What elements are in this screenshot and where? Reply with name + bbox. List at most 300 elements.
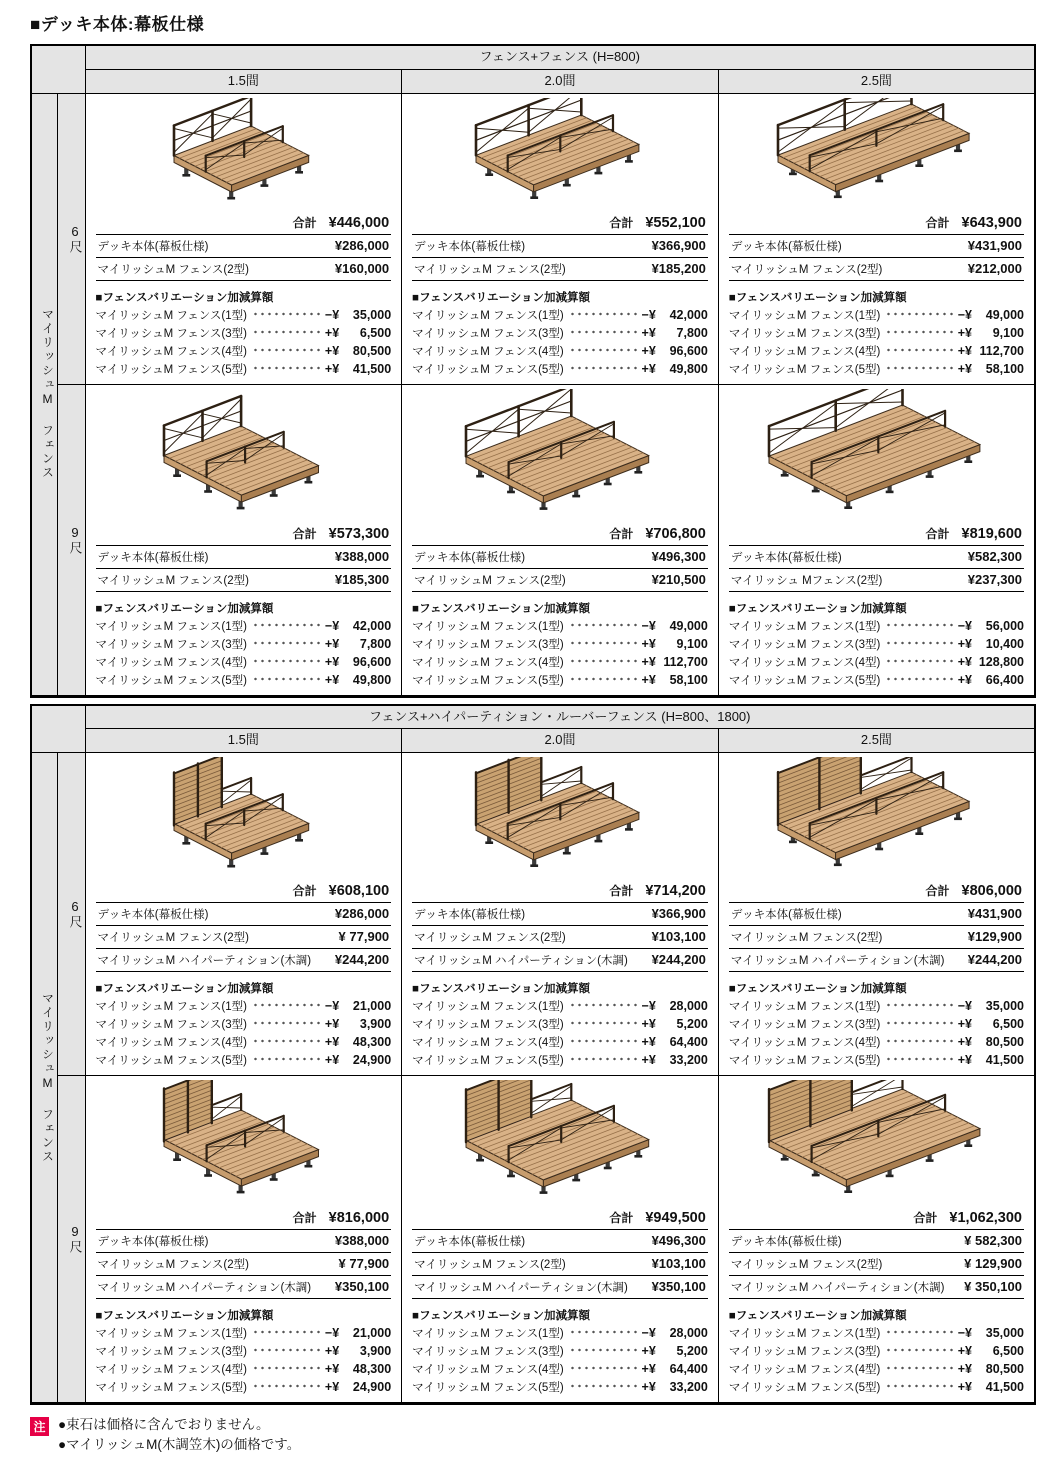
variation-amount: 80,500 bbox=[985, 1362, 1024, 1376]
item-price: ¥388,000 bbox=[334, 1233, 390, 1248]
variation-header: ■フェンスバリエーション加減算額 bbox=[95, 983, 274, 995]
variation-row bbox=[96, 1051, 392, 1069]
item-row bbox=[412, 1276, 708, 1299]
deck-illustration bbox=[96, 389, 392, 523]
total-price: ¥573,300 bbox=[328, 525, 390, 542]
variation-row bbox=[729, 324, 1024, 342]
variation-label: マイリッシュM フェンス(3型) bbox=[412, 327, 564, 340]
variation-row bbox=[729, 1015, 1024, 1033]
variation-amount: 42,000 bbox=[352, 618, 392, 633]
variation-amount: 64,400 bbox=[669, 1035, 708, 1049]
item-price: ¥160,000 bbox=[334, 260, 390, 276]
variation-label: マイリッシュM フェンス(5型) bbox=[728, 363, 881, 376]
total-price: ¥446,000 bbox=[328, 214, 390, 231]
variation-label: マイリッシュM フェンス(4型) bbox=[95, 1364, 247, 1376]
item-price: ¥185,200 bbox=[651, 260, 706, 276]
variation-sign: +¥ bbox=[324, 1053, 340, 1067]
row-label-1: 9尺 bbox=[57, 1076, 85, 1404]
note-line: ●束石は価格に含んでおりません。 bbox=[58, 1417, 270, 1432]
variation-row bbox=[729, 653, 1024, 671]
leader-dots bbox=[569, 1000, 637, 1010]
variation-label: マイリッシュM フェンス(1型) bbox=[95, 620, 247, 633]
item-label: マイリッシュM ハイパーティション(木調) bbox=[97, 1282, 312, 1294]
variation-row bbox=[412, 653, 708, 671]
variation-sign: −¥ bbox=[641, 999, 656, 1013]
variation-sign: +¥ bbox=[324, 325, 340, 340]
variation-label: マイリッシュM フェンス(1型) bbox=[728, 620, 881, 633]
variation-sign: +¥ bbox=[641, 654, 656, 669]
variation-amount: 96,600 bbox=[669, 343, 708, 358]
total-label: 合計 bbox=[292, 215, 317, 230]
total-row bbox=[412, 523, 708, 546]
total-row bbox=[412, 880, 708, 903]
item-label: マイリッシュM フェンス(2型) bbox=[97, 574, 249, 587]
variation-row bbox=[96, 342, 392, 360]
variation-label: マイリッシュM フェンス(1型) bbox=[728, 1328, 881, 1340]
total-label: 合計 bbox=[925, 884, 950, 898]
variation-row bbox=[96, 635, 392, 653]
variation-amount: 35,000 bbox=[985, 1326, 1024, 1340]
leader-dots bbox=[569, 620, 637, 630]
item-price: ¥388,000 bbox=[334, 548, 390, 564]
item-row bbox=[412, 546, 708, 569]
variation-amount: 49,800 bbox=[352, 672, 392, 687]
item-label: マイリッシュM ハイパーティション(木調) bbox=[414, 955, 628, 967]
leader-dots bbox=[569, 1036, 637, 1046]
corner-cell bbox=[31, 45, 85, 93]
leader-dots bbox=[885, 1054, 952, 1064]
variation-label: マイリッシュM フェンス(5型) bbox=[95, 363, 247, 376]
variation-label: マイリッシュM フェンス(4型) bbox=[95, 656, 247, 669]
variation-row bbox=[96, 324, 392, 342]
item-price: ¥244,200 bbox=[967, 952, 1022, 967]
variation-sign: +¥ bbox=[957, 325, 972, 340]
item-price: ¥366,900 bbox=[651, 906, 706, 921]
row-label-1: 9尺 bbox=[57, 384, 85, 696]
variation-amount: 6,500 bbox=[992, 1344, 1024, 1358]
leader-dots bbox=[252, 345, 320, 355]
variation-row bbox=[729, 1033, 1024, 1051]
item-price: ¥ 77,900 bbox=[338, 929, 390, 944]
variation-row bbox=[412, 1360, 708, 1378]
total-label: 合計 bbox=[609, 884, 634, 898]
item-row bbox=[412, 1230, 708, 1253]
variation-sign: +¥ bbox=[957, 1362, 972, 1376]
variation-amount: 48,300 bbox=[352, 1035, 392, 1049]
variation-label: マイリッシュM フェンス(3型) bbox=[728, 327, 881, 340]
variation-label: マイリッシュM フェンス(1型) bbox=[412, 1001, 564, 1013]
variation-sign: −¥ bbox=[324, 999, 340, 1013]
deck-illustration bbox=[96, 757, 392, 880]
variation-sign: +¥ bbox=[641, 325, 656, 340]
total-label: 合計 bbox=[925, 526, 950, 541]
deck-illustration-svg bbox=[156, 389, 331, 523]
variation-sign: +¥ bbox=[957, 1380, 972, 1394]
variation-amount: 112,700 bbox=[663, 654, 708, 669]
variation-sign: −¥ bbox=[324, 618, 340, 633]
item-price: ¥244,200 bbox=[334, 952, 390, 967]
variation-amount: 49,000 bbox=[985, 307, 1024, 322]
variation-label: マイリッシュM フェンス(3型) bbox=[728, 1346, 881, 1358]
variation-row bbox=[412, 997, 708, 1015]
row-label-0: 6尺 bbox=[57, 93, 85, 384]
leader-dots bbox=[569, 363, 637, 373]
item-row bbox=[729, 235, 1024, 258]
item-row bbox=[96, 903, 392, 926]
leader-dots bbox=[885, 345, 952, 355]
variation-row bbox=[412, 1033, 708, 1051]
item-label: マイリッシュM フェンス(2型) bbox=[414, 263, 566, 276]
variation-sign: −¥ bbox=[641, 307, 656, 322]
leader-dots bbox=[252, 656, 320, 666]
leader-dots bbox=[252, 1345, 320, 1355]
price-cell bbox=[718, 93, 1035, 384]
variation-row bbox=[412, 1342, 708, 1360]
item-row bbox=[412, 258, 708, 281]
variation-label: マイリッシュM フェンス(5型) bbox=[95, 1382, 247, 1394]
variation-label: マイリッシュM フェンス(5型) bbox=[728, 1055, 881, 1067]
total-row bbox=[729, 212, 1024, 235]
variation-row bbox=[412, 306, 708, 324]
total-row bbox=[729, 1207, 1024, 1230]
variation-sign: +¥ bbox=[641, 672, 656, 687]
variation-header: ■フェンスバリエーション加減算額 bbox=[412, 1310, 590, 1322]
row-label-0: 6尺 bbox=[57, 753, 85, 1076]
item-price: ¥244,200 bbox=[651, 952, 706, 967]
item-price: ¥237,300 bbox=[967, 571, 1022, 587]
item-price: ¥350,100 bbox=[334, 1279, 390, 1294]
item-label: マイリッシュM フェンス(2型) bbox=[97, 263, 249, 276]
leader-dots bbox=[252, 327, 320, 337]
deck-illustration bbox=[412, 757, 708, 880]
item-label: デッキ本体(幕板仕様) bbox=[97, 551, 209, 564]
variation-sign: +¥ bbox=[324, 361, 340, 376]
variation-header: ■フェンスバリエーション加減算額 bbox=[412, 291, 590, 304]
variation-row bbox=[412, 1015, 708, 1033]
item-label: デッキ本体(幕板仕様) bbox=[97, 1236, 209, 1248]
variation-sign: −¥ bbox=[641, 1326, 656, 1340]
variation-label: マイリッシュM フェンス(4型) bbox=[728, 656, 881, 669]
deck-illustration bbox=[412, 389, 708, 523]
item-price: ¥286,000 bbox=[334, 237, 390, 253]
item-price: ¥582,300 bbox=[967, 548, 1022, 564]
variation-amount: 10,400 bbox=[985, 636, 1024, 651]
variation-row bbox=[96, 306, 392, 324]
deck-illustration bbox=[729, 389, 1024, 523]
total-label: 合計 bbox=[292, 526, 317, 541]
deck-illustration bbox=[729, 757, 1024, 880]
variation-sign: +¥ bbox=[641, 1017, 656, 1031]
variation-amount: 3,900 bbox=[359, 1017, 392, 1031]
group-label-vertical: マイリッシュM フェンス bbox=[31, 753, 57, 1404]
deck-illustration-svg bbox=[458, 389, 661, 523]
item-row bbox=[729, 1253, 1024, 1276]
total-price: ¥714,200 bbox=[645, 883, 706, 899]
total-price: ¥552,100 bbox=[645, 214, 706, 231]
leader-dots bbox=[252, 638, 320, 648]
item-price: ¥ 350,100 bbox=[964, 1279, 1022, 1294]
variation-row bbox=[96, 671, 392, 689]
variation-label: マイリッシュM フェンス(4型) bbox=[95, 1037, 247, 1049]
item-row bbox=[96, 258, 392, 281]
item-row bbox=[412, 569, 708, 592]
variation-sign: +¥ bbox=[957, 343, 972, 358]
variation-row bbox=[96, 617, 392, 635]
variation-amount: 80,500 bbox=[352, 343, 392, 358]
deck-illustration-svg bbox=[770, 757, 982, 880]
table-group-header: フェンス+フェンス (H=800) bbox=[85, 45, 1035, 69]
variation-label: マイリッシュM フェンス(4型) bbox=[728, 345, 881, 358]
variation-label: マイリッシュM フェンス(1型) bbox=[95, 1328, 247, 1340]
deck-illustration bbox=[96, 1080, 392, 1207]
item-row bbox=[96, 949, 392, 972]
price-cell bbox=[85, 384, 402, 696]
variation-row bbox=[729, 617, 1024, 635]
variation-label: マイリッシュM フェンス(4型) bbox=[412, 345, 564, 358]
variation-row bbox=[412, 1051, 708, 1069]
total-price: ¥643,900 bbox=[961, 214, 1022, 231]
variation-sign: +¥ bbox=[324, 1035, 340, 1049]
variation-sign: +¥ bbox=[957, 672, 972, 687]
item-label: デッキ本体(幕板仕様) bbox=[414, 909, 526, 921]
deck-illustration bbox=[729, 98, 1024, 212]
item-label: マイリッシュM フェンス(2型) bbox=[730, 263, 883, 276]
price-cell bbox=[718, 1076, 1035, 1404]
item-label: デッキ本体(幕板仕様) bbox=[730, 551, 842, 564]
item-row bbox=[412, 926, 708, 949]
variation-amount: 56,000 bbox=[985, 618, 1024, 633]
item-label: デッキ本体(幕板仕様) bbox=[97, 909, 209, 921]
item-price: ¥496,300 bbox=[651, 548, 706, 564]
item-price: ¥431,900 bbox=[967, 237, 1022, 253]
variation-sign: −¥ bbox=[957, 999, 972, 1013]
item-price: ¥431,900 bbox=[967, 906, 1022, 921]
item-row bbox=[729, 926, 1024, 949]
item-label: デッキ本体(幕板仕様) bbox=[414, 551, 526, 564]
total-row bbox=[412, 212, 708, 235]
variation-header: ■フェンスバリエーション加減算額 bbox=[728, 291, 907, 304]
variation-header: ■フェンスバリエーション加減算額 bbox=[95, 291, 274, 304]
variation-amount: 24,900 bbox=[352, 1380, 392, 1394]
total-price: ¥1,062,300 bbox=[949, 1210, 1022, 1226]
leader-dots bbox=[252, 1363, 320, 1373]
item-label: マイリッシュM ハイパーティション(木調) bbox=[97, 955, 312, 967]
item-row bbox=[412, 903, 708, 926]
deck-illustration-svg bbox=[468, 98, 651, 212]
total-label: 合計 bbox=[609, 215, 634, 230]
variation-row bbox=[729, 306, 1024, 324]
variation-label: マイリッシュM フェンス(5型) bbox=[412, 1382, 564, 1394]
total-price: ¥806,000 bbox=[961, 883, 1022, 899]
variation-label: マイリッシュM フェンス(5型) bbox=[412, 1055, 564, 1067]
item-price: ¥366,900 bbox=[651, 237, 706, 253]
variation-amount: 33,200 bbox=[669, 1380, 708, 1394]
variation-sign: −¥ bbox=[957, 1326, 972, 1340]
item-row bbox=[96, 1253, 392, 1276]
variation-sign: −¥ bbox=[641, 618, 656, 633]
item-label: マイリッシュM フェンス(2型) bbox=[730, 932, 883, 944]
variation-sign: −¥ bbox=[324, 307, 340, 322]
item-row bbox=[729, 258, 1024, 281]
leader-dots bbox=[569, 1054, 637, 1064]
deck-illustration-svg bbox=[166, 98, 321, 212]
variation-label: マイリッシュM フェンス(1型) bbox=[412, 1328, 564, 1340]
deck-illustration-svg bbox=[166, 757, 321, 880]
item-label: デッキ本体(幕板仕様) bbox=[730, 1236, 842, 1248]
variation-sign: +¥ bbox=[957, 1053, 972, 1067]
leader-dots bbox=[569, 309, 637, 319]
variation-label: マイリッシュM フェンス(4型) bbox=[728, 1037, 881, 1049]
leader-dots bbox=[569, 1381, 637, 1391]
variation-sign: +¥ bbox=[641, 1344, 656, 1358]
variation-label: マイリッシュM フェンス(5型) bbox=[95, 674, 247, 687]
note-line: ●マイリッシュM(木調笠木)の価格です。 bbox=[58, 1437, 301, 1453]
leader-dots bbox=[569, 638, 637, 648]
price-table-1 bbox=[30, 44, 1036, 698]
leader-dots bbox=[885, 1345, 952, 1355]
total-label: 合計 bbox=[913, 1211, 938, 1225]
price-cell bbox=[402, 753, 719, 1076]
deck-illustration-svg bbox=[770, 98, 982, 212]
leader-dots bbox=[252, 1054, 320, 1064]
price-cell bbox=[85, 1076, 402, 1404]
column-header-1: 2.0間 bbox=[402, 729, 719, 753]
item-label: マイリッシュM フェンス(2型) bbox=[414, 1259, 566, 1271]
variation-sign: −¥ bbox=[957, 307, 972, 322]
note-badge: 注 bbox=[30, 1417, 49, 1436]
price-cell bbox=[402, 384, 719, 696]
leader-dots bbox=[885, 309, 952, 319]
variation-row bbox=[729, 360, 1024, 378]
variation-row bbox=[412, 635, 708, 653]
leader-dots bbox=[885, 674, 952, 684]
variation-amount: 66,400 bbox=[985, 672, 1024, 687]
variation-row bbox=[729, 1342, 1024, 1360]
item-price: ¥212,000 bbox=[967, 260, 1022, 276]
leader-dots bbox=[252, 674, 320, 684]
group-label-vertical: マイリッシュM フェンス bbox=[31, 93, 57, 696]
variation-sign: +¥ bbox=[324, 1380, 340, 1394]
variation-sign: +¥ bbox=[957, 1344, 972, 1358]
variation-row bbox=[96, 1342, 392, 1360]
variation-label: マイリッシュM フェンス(3型) bbox=[412, 638, 564, 651]
variation-header: ■フェンスバリエーション加減算額 bbox=[728, 602, 907, 615]
item-row bbox=[96, 235, 392, 258]
total-label: 合計 bbox=[609, 1211, 634, 1225]
deck-illustration bbox=[412, 1080, 708, 1207]
leader-dots bbox=[252, 1036, 320, 1046]
item-price: ¥ 129,900 bbox=[964, 1256, 1022, 1271]
leader-dots bbox=[885, 327, 952, 337]
variation-label: マイリッシュM フェンス(5型) bbox=[728, 1382, 881, 1394]
table-group-header: フェンス+ハイパーティション・ルーバーフェンス (H=800、1800) bbox=[85, 705, 1035, 729]
variation-label: マイリッシュM フェンス(4型) bbox=[412, 656, 564, 669]
variation-sign: +¥ bbox=[641, 636, 656, 651]
leader-dots bbox=[885, 363, 952, 373]
item-row bbox=[729, 1230, 1024, 1253]
variation-label: マイリッシュM フェンス(5型) bbox=[728, 674, 881, 687]
variation-sign: +¥ bbox=[641, 1380, 656, 1394]
item-label: マイリッシュM ハイパーティション(木調) bbox=[730, 955, 945, 967]
total-price: ¥608,100 bbox=[328, 883, 390, 899]
leader-dots bbox=[885, 1036, 952, 1046]
variation-amount: 24,900 bbox=[352, 1053, 392, 1067]
variation-amount: 58,100 bbox=[985, 361, 1024, 376]
variation-amount: 49,000 bbox=[669, 618, 708, 633]
variation-header: ■フェンスバリエーション加減算額 bbox=[412, 602, 590, 615]
variation-amount: 28,000 bbox=[669, 1326, 708, 1340]
variation-header: ■フェンスバリエーション加減算額 bbox=[728, 1310, 907, 1322]
total-row bbox=[96, 880, 392, 903]
variation-row bbox=[729, 342, 1024, 360]
leader-dots bbox=[252, 309, 320, 319]
variation-sign: +¥ bbox=[324, 672, 340, 687]
item-row bbox=[96, 926, 392, 949]
variation-amount: 7,800 bbox=[359, 636, 392, 651]
variation-label: マイリッシュM フェンス(3型) bbox=[728, 638, 881, 651]
leader-dots bbox=[252, 1381, 320, 1391]
leader-dots bbox=[252, 620, 320, 630]
variation-amount: 48,300 bbox=[352, 1362, 392, 1376]
item-label: デッキ本体(幕板仕様) bbox=[730, 909, 842, 921]
variation-label: マイリッシュM フェンス(5型) bbox=[95, 1055, 247, 1067]
variation-row bbox=[412, 1378, 708, 1396]
variation-row bbox=[96, 1324, 392, 1342]
deck-illustration-svg bbox=[458, 1080, 661, 1207]
variation-row bbox=[96, 1015, 392, 1033]
variation-amount: 64,400 bbox=[669, 1362, 708, 1376]
item-label: デッキ本体(幕板仕様) bbox=[730, 240, 842, 253]
variation-amount: 3,900 bbox=[359, 1344, 392, 1358]
leader-dots bbox=[885, 620, 952, 630]
column-header-1: 2.0間 bbox=[402, 69, 719, 93]
item-row bbox=[729, 949, 1024, 972]
item-price: ¥129,900 bbox=[967, 929, 1022, 944]
leader-dots bbox=[569, 345, 637, 355]
leader-dots bbox=[252, 1327, 320, 1337]
deck-illustration-svg bbox=[761, 1080, 992, 1207]
variation-label: マイリッシュM フェンス(3型) bbox=[412, 1019, 564, 1031]
variation-header: ■フェンスバリエーション加減算額 bbox=[728, 983, 907, 995]
variation-sign: +¥ bbox=[641, 343, 656, 358]
item-row bbox=[729, 569, 1024, 592]
leader-dots bbox=[252, 363, 320, 373]
item-label: マイリッシュM ハイパーティション(木調) bbox=[730, 1282, 945, 1294]
variation-amount: 6,500 bbox=[359, 325, 392, 340]
variation-label: マイリッシュM フェンス(4型) bbox=[95, 345, 247, 358]
item-label: マイリッシュM ハイパーティション(木調) bbox=[414, 1282, 628, 1294]
variation-label: マイリッシュM フェンス(5型) bbox=[412, 363, 564, 376]
variation-row bbox=[96, 997, 392, 1015]
item-price: ¥103,100 bbox=[651, 1256, 706, 1271]
deck-illustration-svg bbox=[761, 389, 992, 523]
item-label: デッキ本体(幕板仕様) bbox=[97, 240, 209, 253]
variation-amount: 21,000 bbox=[352, 999, 392, 1013]
variation-amount: 112,700 bbox=[979, 343, 1024, 358]
leader-dots bbox=[252, 1018, 320, 1028]
variation-sign: +¥ bbox=[324, 654, 340, 669]
variation-label: マイリッシュM フェンス(3型) bbox=[95, 638, 247, 651]
variation-row bbox=[729, 1324, 1024, 1342]
leader-dots bbox=[569, 1345, 637, 1355]
item-row bbox=[729, 903, 1024, 926]
total-price: ¥819,600 bbox=[961, 525, 1022, 542]
price-cell bbox=[85, 93, 402, 384]
variation-sign: +¥ bbox=[957, 654, 972, 669]
deck-illustration bbox=[729, 1080, 1024, 1207]
variation-sign: +¥ bbox=[641, 361, 656, 376]
leader-dots bbox=[252, 1000, 320, 1010]
